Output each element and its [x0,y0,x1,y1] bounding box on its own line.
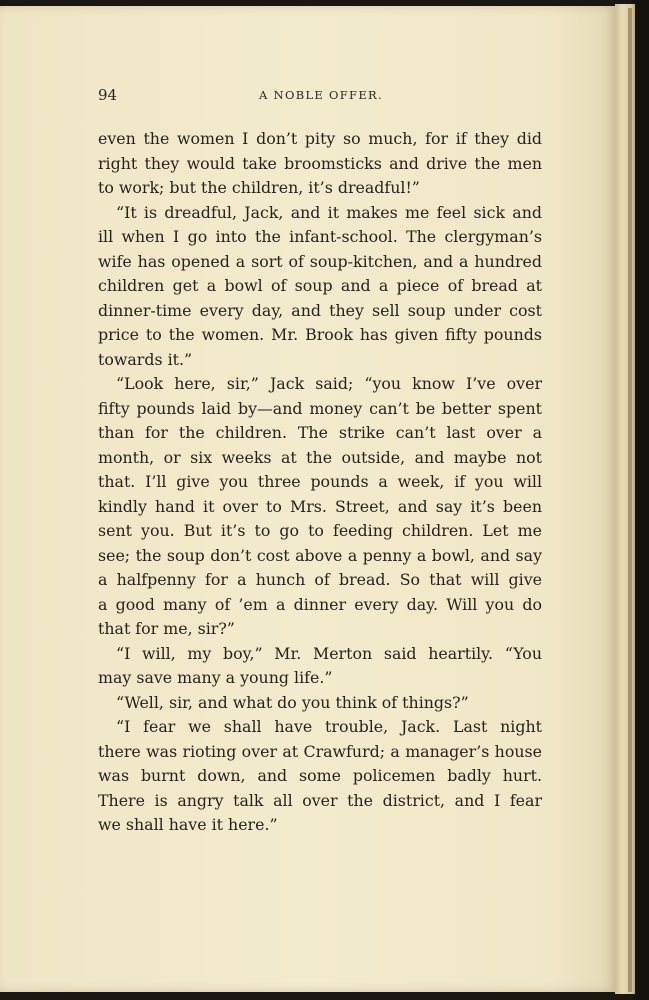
text-line: “Look here, sir,” Jack said; “you know I’ve over [116,374,542,393]
text-line: to work; but the children, it’s dreadful!” [98,178,420,197]
body-text [98,127,542,838]
page-header [98,86,544,108]
page-number: 94 [98,86,118,104]
text-line: that. I’ll give you three pounds a week, if you will [98,472,542,491]
page-stack-shadow [628,8,632,992]
text-line: towards it.” [98,349,193,369]
text-line: dinner-time every day, and they sell soup under cost [98,300,542,320]
text-line: a good many of ’em a dinner every day. Will you do [98,594,542,614]
text-line: see; the soup don’t cost above a penny a bowl, and say [98,545,542,565]
text-line: fifty pounds laid by—and money can’t be better spent [98,398,542,418]
text-line: price to the women. Mr. Brook has given fifty pounds [98,325,542,344]
text-line: children get a bowl of soup and a piece of bread at [98,276,542,295]
text-line: “Well, sir, and what do you think of things?” [116,692,469,712]
text-line: “I will, my boy,” Mr. Merton said heartily. “You [116,643,542,663]
text-line: was burnt down, and some policemen badly hurt. [98,766,542,785]
text-line: “It is dreadful, Jack, and it makes me feel sick and [116,202,542,222]
text-line: “I fear we shall have trouble, Jack. Last night [116,717,542,736]
text-line: sent you. But it’s to go to feeding children. Let me [98,521,542,540]
text-line: than for the children. The strike can’t last over a [98,423,542,442]
text-line: kindly hand it over to Mrs. Street, and say it’s been [98,496,542,516]
page-stack-edge [615,4,635,994]
text-line: month, or six weeks at the outside, and maybe not [98,447,542,467]
text-line: that for me, sir?” [98,619,235,638]
text-line: even the women I don’t pity so much, for if they did [98,129,542,148]
text-line: we shall have it here.” [98,815,278,834]
text-line: there was rioting over at Crawfurd; a manager’s house [98,741,542,761]
running-head: A NOBLE OFFER. [259,88,383,102]
text-line: right they would take broomsticks and drive the men [98,153,542,173]
text-line: There is angry talk all over the district, and I fear [98,790,542,810]
text-line: ill when I go into the infant-school. The clergyman’s [98,227,542,246]
text-line: may save many a young life.” [98,668,333,687]
text-line: a halfpenny for a hunch of bread. So that will give [98,570,542,589]
text-line: wife has opened a sort of soup-kitchen, and a hundred [98,251,542,271]
